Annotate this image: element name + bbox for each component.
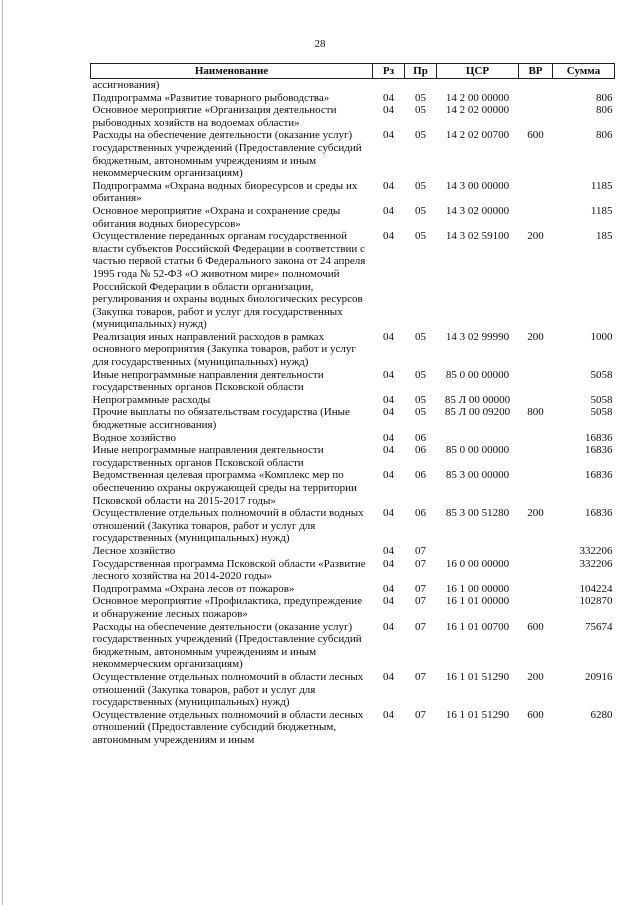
row-sum-cell: 16836 [585,469,613,482]
row-vr-cell [519,369,553,394]
row-pr-cell: 05 [415,406,426,419]
row-pr-cell: 05 [415,91,426,104]
row-name-cell: Ведомственная целевая программа «Комплекс мер по обеспечению охраны окружающей среды на территории Псковской области на 2015-2017 годы» [92,469,357,507]
row-rz-cell: 04 [383,204,394,217]
row-vr-cell [519,394,553,407]
row-pr-cell [405,79,437,92]
row-pr-cell: 07 [415,595,426,608]
row-vr-cell [519,545,553,558]
row-rz-cell: 04 [383,104,394,117]
table-row [91,129,615,179]
row-name-cell: Государственная программа Псковской области «Развитие лесного хозяйства на 2014-2020 годы» [92,557,366,583]
row-rz-cell: 04 [383,507,394,520]
header-pr: Пр [405,64,437,79]
header-vr: ВР [519,64,553,79]
row-rz-cell: 04 [383,469,394,482]
table-row [91,331,615,369]
table-row [91,394,615,407]
row-sum-cell: 1000 [590,330,613,343]
row-csr-cell: 16 0 00 00000 [445,557,510,570]
row-name-cell: Иные непрограммные направления деятельности государственных органов Псковской области [92,368,324,394]
row-pr-cell: 06 [415,507,426,520]
row-csr-cell: 14 3 00 00000 [445,179,510,192]
table-row [91,369,615,394]
row-name-cell: Основное мероприятие «Профилактика, предупреждение и обнаружение лесных пожаров» [92,595,363,620]
row-vr-cell: 600 [527,620,544,633]
row-name-cell: Иные непрограммные направления деятельности государственных органов Псковской области [92,444,324,469]
row-vr-cell [519,79,553,92]
row-csr-cell: 14 3 02 59100 [445,230,510,243]
table-body [91,79,615,747]
row-vr-cell [519,595,553,620]
table-row [91,406,615,431]
row-pr-cell: 05 [415,230,426,243]
row-pr-cell: 06 [415,469,426,482]
table-row [91,205,615,230]
row-rz-cell: 04 [383,620,394,633]
row-name-cell: Основное мероприятие «Охрана и сохранение среды обитания водных биоресурсов» [92,204,341,230]
row-vr-cell [519,444,553,469]
row-csr-cell: 85 3 00 51280 [445,507,510,520]
row-pr-cell: 07 [415,557,426,570]
row-vr-cell [519,92,553,105]
row-rz-cell: 04 [383,393,394,406]
row-name-cell: Лесное хозяйство [92,544,176,557]
row-rz-cell: 04 [383,230,394,243]
row-pr-cell: 07 [415,620,426,633]
row-csr-cell: 16 1 01 51290 [445,670,510,683]
row-vr-cell [519,558,553,583]
table-header-row [91,64,615,79]
row-pr-cell: 05 [415,393,426,406]
row-sum-cell: 5058 [590,393,613,406]
row-rz-cell: 04 [383,129,394,142]
row-sum-cell: 806 [596,91,613,104]
table-row [91,79,615,92]
row-rz-cell: 04 [383,91,394,104]
row-csr-cell [437,79,519,92]
row-name-cell: Основное мероприятие «Организация деятельности рыбоводных хозяйств на водоемах области» [92,104,337,129]
row-csr-cell: 16 1 01 00000 [445,595,510,608]
row-sum-cell: 6280 [590,708,613,721]
row-pr-cell: 06 [415,444,426,457]
table-row [91,104,615,129]
row-name-cell: Подпрограмма «Охрана водных биоресурсов и среды их обитания» [92,179,358,205]
row-name-cell: Осуществление отдельных полномочий в области лесных отношений (Закупка товаров, работ и услуг для государственных (муниципальных) нужд) [92,670,364,709]
row-csr-cell: 14 2 00 00000 [445,91,510,104]
row-csr-cell: 14 2 02 00000 [445,104,510,117]
row-name-cell: Осуществление отдельных полномочий в области водных отношений (Закупка товаров, работ и услуг для государственных (муниципальных) нужд) [92,507,364,545]
row-rz-cell: 04 [383,431,394,444]
row-csr-cell: 14 2 02 00700 [445,129,510,142]
row-sum-cell: 185 [596,230,613,243]
table-row [91,432,615,445]
row-csr-cell [437,432,519,445]
row-csr-cell: 16 1 01 00700 [445,620,510,633]
row-rz-cell: 04 [383,330,394,343]
row-csr-cell [437,545,519,558]
budget-table [90,63,615,746]
row-rz-cell [373,79,405,92]
row-csr-cell: 85 0 00 00000 [445,444,510,457]
row-csr-cell: 85 0 00 00000 [445,368,510,381]
row-rz-cell: 04 [383,179,394,192]
table-row [91,709,615,747]
row-vr-cell [519,104,553,129]
row-vr-cell [519,583,553,596]
row-pr-cell: 05 [415,204,426,217]
row-sum-cell: 16836 [585,507,613,520]
table-row [91,469,615,507]
row-name-cell: Расходы на обеспечение деятельности (оказание услуг) государственных учреждений (Предоставление субсидий бюджетным, автономным учреждениям и иным некоммерческим организациям) [92,129,362,180]
row-csr-cell: 85 Л 00 09200 [444,406,511,419]
row-sum-cell: 5058 [590,368,613,381]
header-csr: ЦСР [437,64,519,79]
page-number: 28 [314,38,326,50]
row-rz-cell: 04 [383,444,394,457]
row-name-cell: Непрограммные расходы [92,393,211,406]
row-pr-cell: 05 [415,104,426,117]
row-name-cell: Подпрограмма «Развитие товарного рыбоводства» [92,91,330,104]
row-csr-cell: 14 3 02 00000 [445,204,510,217]
row-rz-cell: 04 [383,670,394,683]
row-name-cell: Реализация иных направлений расходов в рамках основного мероприятия (Закупка товаров, работ и услуг для государственных (муниципальных) нужд) [92,330,356,369]
row-vr-cell [519,432,553,445]
header-sum: Сумма [553,64,615,79]
row-vr-cell: 800 [527,406,544,419]
row-name-cell: Подпрограмма «Охрана лесов от пожаров» [92,582,295,595]
row-pr-cell: 05 [415,368,426,381]
row-name-cell: Осуществление отдельных полномочий в области лесных отношений (Предоставление субсидий бюджетным, автономным учреждениям и иным [92,708,364,746]
row-name-cell: Расходы на обеспечение деятельности (оказание услуг) государственных учреждений (Предоставление субсидий бюджетным, автономным учреждениям и иным некоммерческим организациям) [92,620,362,671]
row-rz-cell: 04 [383,582,394,595]
row-rz-cell: 04 [383,368,394,381]
row-vr-cell: 600 [527,708,544,721]
row-sum-cell: 16836 [585,431,613,444]
table-row [91,545,615,558]
row-csr-cell: 16 1 00 00000 [445,582,510,595]
row-vr-cell: 200 [527,230,544,243]
row-rz-cell: 04 [383,406,394,419]
row-vr-cell [519,205,553,230]
row-rz-cell: 04 [383,708,394,721]
row-pr-cell: 07 [415,708,426,721]
row-sum-cell [553,79,615,92]
row-vr-cell: 600 [527,129,544,142]
table-row [91,444,615,469]
header-rz: Рз [373,64,405,79]
row-vr-cell: 200 [527,507,544,520]
row-sum-cell: 16836 [585,444,613,457]
row-sum-cell: 102870 [579,595,613,608]
row-csr-cell: 85 3 00 00000 [445,469,510,482]
row-pr-cell: 05 [415,129,426,142]
table-row [91,621,615,671]
header-name: Наименование [91,64,373,79]
table-row [91,507,615,545]
row-csr-cell: 16 1 01 51290 [445,708,510,721]
row-sum-cell: 332206 [579,557,613,570]
row-rz-cell: 04 [383,595,394,608]
table-row [91,230,615,331]
row-pr-cell: 05 [415,330,426,343]
row-rz-cell: 04 [383,557,394,570]
row-sum-cell: 806 [596,104,613,117]
table-row [91,92,615,105]
row-pr-cell: 07 [415,544,426,557]
table-row [91,595,615,620]
table-row [91,583,615,596]
scan-edge-line [2,0,3,905]
table-row [91,180,615,205]
row-pr-cell: 05 [415,179,426,192]
row-vr-cell [519,469,553,507]
row-vr-cell: 200 [527,670,544,683]
table-row [91,671,615,709]
row-pr-cell: 07 [415,670,426,683]
row-pr-cell: 07 [415,582,426,595]
row-name-cell: ассигнования) [92,79,160,91]
row-sum-cell: 1185 [590,204,613,217]
row-sum-cell: 1185 [590,179,613,192]
row-vr-cell: 200 [527,330,544,343]
table-row [91,558,615,583]
row-sum-cell: 104224 [579,582,613,595]
row-sum-cell: 20916 [585,670,613,683]
row-rz-cell: 04 [383,544,394,557]
row-csr-cell: 85 Л 00 00000 [444,393,511,406]
row-pr-cell: 06 [415,431,426,444]
row-sum-cell: 806 [596,129,613,142]
row-name-cell: Прочие выплаты по обязательствам государства (Иные бюджетные ассигнования) [92,406,350,432]
row-sum-cell: 5058 [590,406,613,419]
row-vr-cell [519,180,553,205]
row-sum-cell: 75674 [585,620,613,633]
row-name-cell: Осуществление переданных органам государственной власти субъектов Российской Федерации в соответствии с частью первой статьи 6 Федерального закона от 24 апреля 1995 года № 52-ФЗ «О животном мире» полномочий Российской Федерации в области организации, регулирования и охраны водных биологических ресурсов (Закупка товаров, работ и услуг для государственных (муниципальных) нужд) [92,230,366,331]
row-name-cell: Водное хозяйство [92,431,176,444]
row-sum-cell: 332206 [579,544,613,557]
row-csr-cell: 14 3 02 99990 [445,330,510,343]
